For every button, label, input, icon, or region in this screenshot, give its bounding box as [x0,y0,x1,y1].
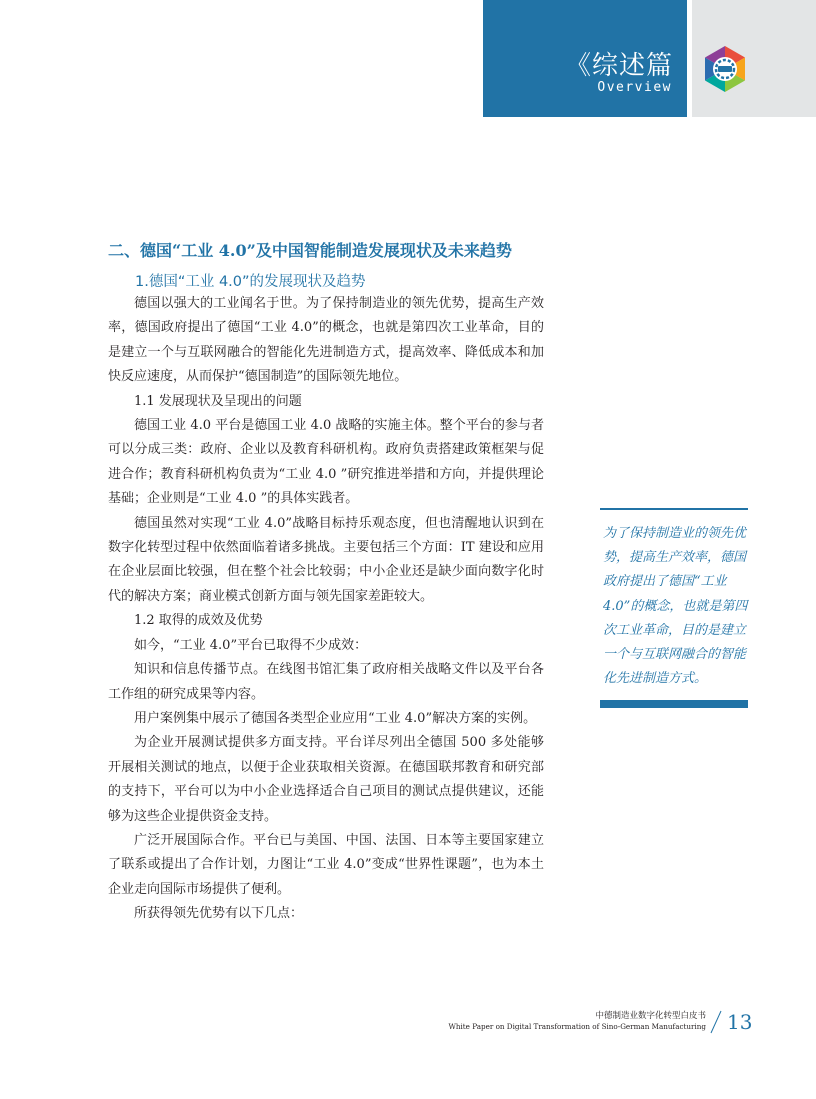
paragraph: 德国工业 4.0 平台是德国工业 4.0 战略的实施主体。整个平台的参与者可以分成三类：政府、企业以及教育科研机构。政府负责搭建政策框架与促进合作；教育科研机构负责为“工业 4.0 ”研究推进举措和方向，并提供理论基础；企业则是“工业 4.0 ”的具体实践者。 [108,418,544,507]
footer-divider-slash [708,1009,724,1035]
paragraph: 用户案例集中展示了德国各类型企业应用“工业 4.0”解决方案的实例。 [134,710,537,726]
footer-title-en: White Paper on Digital Transformation of Sino-German Manufacturing [448,1022,706,1031]
hexagon-gear-logo-icon [700,44,750,94]
subsection-heading: 1.德国“工业 4.0”的发展现状及趋势 [135,274,366,290]
paragraph: 如今，“工业 4.0”平台已取得不少成效： [134,637,368,653]
pullquote: 为了保持制造业的领先优势，提高生产效率，德国政府提出了德国“工业 4.0”的概念，也就是第四次工业革命，目的是建立一个与互联网融合的智能化先进制造方式。 [603,526,748,687]
pullquote-bottom-rule [600,700,748,708]
section-subtitle: Overview [597,80,672,95]
page-number: 13 [727,1010,753,1034]
paragraph: 为企业开展测试提供多方面支持。平台详尽列出全德国 500 多处能够开展相关测试的地点，以便于企业获取相关资源。在德国联邦教育和研究部的支持下，平台可以为中小企业选择适合自己项目的测试点提供建议，还能够为这些企业提供资金支持。 [108,735,544,824]
footer-title-cn: 中德制造业数字化转型白皮书 [595,1011,706,1021]
header-band [483,0,687,117]
paragraph: 所获得领先优势有以下几点： [134,906,304,922]
section-title: 《综述篇 [564,51,673,81]
paragraph: 广泛开展国际合作。平台已与美国、中国、法国、日本等主要国家建立了联系或提出了合作计划，力图让“工业 4.0”变成“世界性课题”，也为本土企业走向国际市场提供了便利。 [108,832,544,897]
paragraph: 知识和信息传播节点。在线图书馆汇集了政府相关战略文件以及平台各工作组的研究成果等内容。 [108,662,544,702]
body-text [108,292,544,927]
paragraph: 德国虽然对实现“工业 4.0”战略目标持乐观态度，但也清醒地认识到在数字化转型过程中依然面临着诸多挑战。主要包括三个方面：IT 建设和应用在企业层面比较强，但在整个社会比较弱；中小企业还是缺少面向数字化时代的解决方案；商业模式创新方面与领先国家差距较大。 [108,515,544,604]
sub-subsection-heading: 1.1 发展现状及呈现出的问题 [134,393,302,409]
pullquote-top-rule [600,508,748,510]
section-heading: 二、德国“工业 4.0”及中国智能制造发展现状及未来趋势 [108,241,512,260]
paragraph: 德国以强大的工业闻名于世。为了保持制造业的领先优势，提高生产效率，德国政府提出了德国“工业 4.0”的概念，也就是第四次工业革命，目的是建立一个与互联网融合的智能化先进制造方式，提高效率、降低成本和加快反应速度，从而保护“德国制造”的国际领先地位。 [108,296,544,385]
sub-subsection-heading: 1.2 取得的成效及优势 [134,613,263,629]
